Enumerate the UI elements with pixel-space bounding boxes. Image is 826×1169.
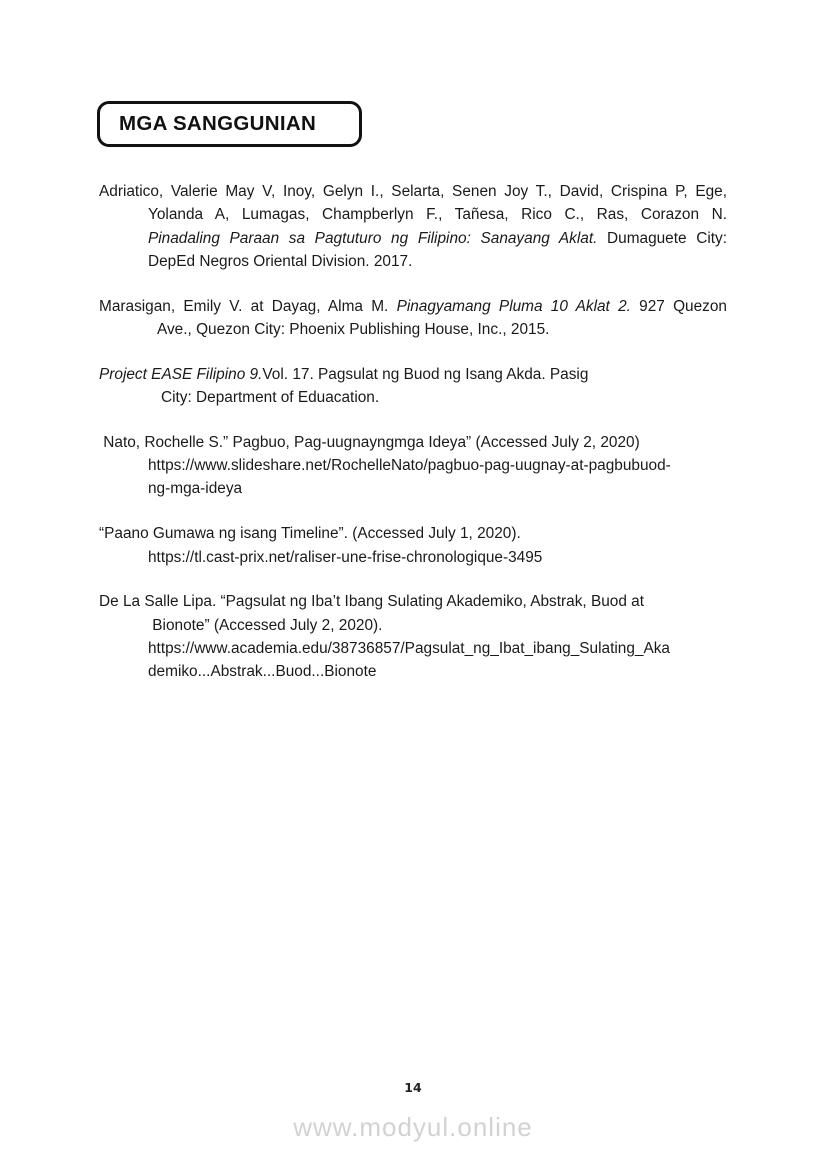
reference-text: demiko...Abstrak...Buod...Bionote — [148, 663, 377, 681]
reference-line — [99, 227, 727, 250]
reference-entry — [99, 590, 727, 683]
reference-text: Vol. 17. Pagsulat ng Buod ng Isang Akda. Pasig — [262, 365, 589, 383]
reference-entry — [99, 180, 727, 273]
reference-text-italic: Pinadaling Paraan sa Pagtuturo ng Filipino: Sanayang Aklat. — [148, 229, 598, 247]
reference-line — [99, 203, 727, 226]
reference-text: Marasigan, Emily V. at Dayag, Alma M. — [99, 297, 397, 315]
section-title-box — [97, 101, 362, 147]
reference-entry — [99, 363, 727, 410]
reference-line — [99, 590, 727, 613]
reference-text: https://www.slideshare.net/RochelleNato/pagbuo-pag-uugnay-at-pagbubuod- — [148, 457, 671, 475]
watermark-text: www.modyul.online — [293, 1112, 533, 1142]
reference-entry — [99, 295, 727, 342]
reference-line — [99, 660, 727, 683]
page-number: 14 — [404, 1080, 422, 1095]
reference-line — [99, 522, 727, 545]
reference-text: “Paano Gumawa ng isang Timeline”. (Accessed July 1, 2020). — [99, 525, 521, 543]
reference-text: Yolanda A, Lumagas, Champberlyn F., Tañesa, Rico C., Ras, Corazon N. — [148, 206, 727, 224]
reference-line — [99, 363, 727, 386]
reference-text: Bionote” (Accessed July 2, 2020). — [148, 616, 383, 634]
references-list — [99, 180, 727, 705]
reference-line — [99, 431, 727, 454]
reference-line — [99, 180, 727, 203]
reference-text: Adriatico, Valerie May V, Inoy, Gelyn I., Selarta, Senen Joy T., David, Crispina P, Ege, — [99, 183, 727, 200]
reference-line — [99, 637, 727, 660]
reference-text: DepEd Negros Oriental Division. 2017. — [148, 252, 413, 270]
reference-line — [99, 295, 727, 318]
reference-entry — [99, 431, 727, 501]
reference-text: De La Salle Lipa. “Pagsulat ng Iba’t Ibang Sulating Akademiko, Abstrak, Buod at — [99, 593, 645, 611]
reference-line — [99, 546, 727, 569]
reference-line — [99, 318, 727, 341]
reference-line — [99, 250, 727, 273]
reference-text: https://www.academia.edu/38736857/Pagsulat_ng_Ibat_ibang_Sulating_Aka — [148, 639, 670, 657]
reference-text: ng-mga-ideya — [148, 480, 243, 498]
reference-text: Nato, Rochelle S.” Pagbuo, Pag-uugnayngmga Ideya” (Accessed July 2, 2020) — [99, 433, 640, 451]
reference-line — [99, 386, 727, 409]
reference-text-italic: Project EASE Filipino 9. — [99, 365, 263, 383]
reference-text: https://tl.cast-prix.net/raliser-une-frise-chronologique-3495 — [148, 548, 543, 566]
reference-text-italic: Pinagyamang Pluma 10 Aklat 2. — [396, 297, 631, 315]
reference-line — [99, 614, 727, 637]
reference-text: Ave., Quezon City: Phoenix Publishing House, Inc., 2015. — [157, 320, 550, 338]
reference-line — [99, 477, 727, 500]
reference-line — [99, 454, 727, 477]
reference-text: 927 Quezon — [630, 297, 727, 315]
reference-text: Dumaguete City: — [597, 229, 728, 247]
reference-text: City: Department of Eduacation. — [161, 389, 380, 407]
reference-entry — [99, 522, 727, 569]
section-title: MGA SANGGUNIAN — [119, 112, 317, 135]
